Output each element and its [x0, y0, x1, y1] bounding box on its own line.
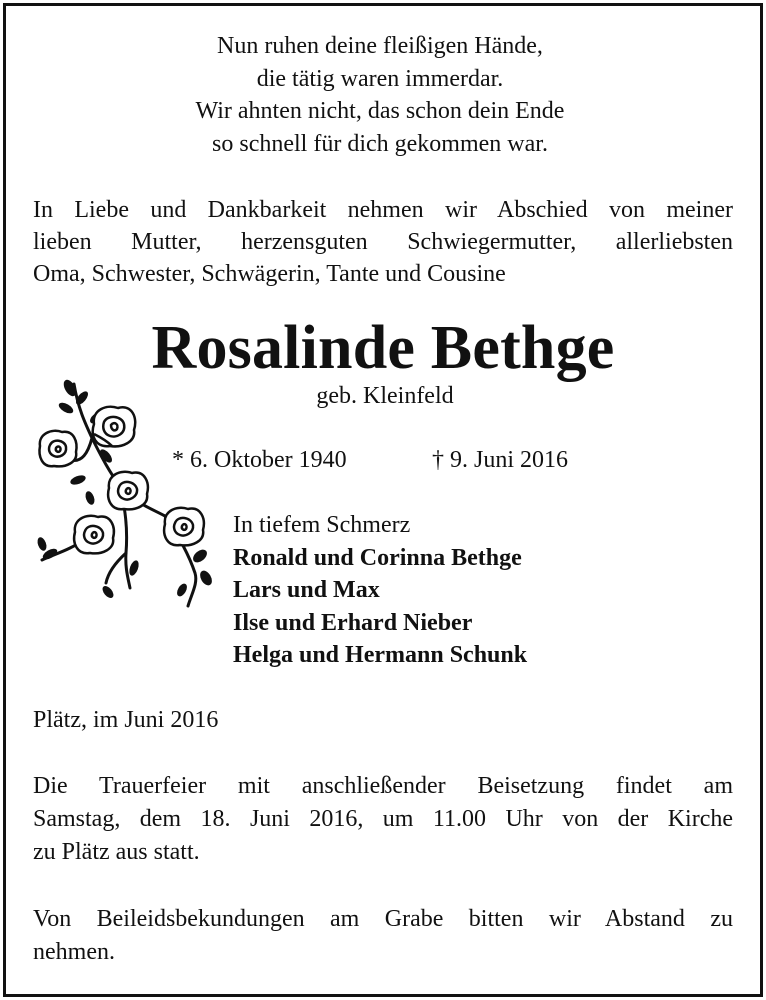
intro-line: Oma, Schwester, Schwägerin, Tante und Cousine	[33, 261, 506, 287]
mourner-family: Lars und Max	[233, 577, 380, 603]
poem-line: die tätig waren immerdar.	[256, 65, 504, 92]
rose-branch-icon	[30, 378, 220, 613]
condolence-line: Von Beileidsbekundungen am Grabe bitten wir Abstand zu	[33, 906, 733, 932]
mourners-list	[233, 509, 527, 672]
poem-line: Nun ruhen deine fleißigen Hände,	[217, 33, 543, 59]
farewell-intro	[33, 194, 733, 290]
poem-line: Wir ahnten nicht, das schon dein Ende	[195, 98, 565, 124]
mourners-lead: In tiefem Schmerz	[233, 512, 411, 538]
poem-line: so schnell für dich gekommen war.	[212, 130, 548, 157]
funeral-line: Die Trauerfeier mit anschließender Beisetzung findet am	[33, 773, 733, 799]
intro-line: lieben Mutter, herzensguten Schwiegermutter, allerliebsten	[33, 229, 733, 255]
memorial-poem	[0, 30, 760, 160]
intro-line: In Liebe und Dankbarkeit nehmen wir Abschied von meiner	[33, 197, 733, 223]
deceased-name: Rosalinde Bethge	[151, 314, 615, 382]
maiden-name: geb. Kleinfeld	[316, 383, 454, 409]
mourner-family: Ronald und Corinna Bethge	[233, 544, 522, 571]
mourner-family: Ilse und Erhard Nieber	[233, 609, 473, 636]
condolence-notice	[33, 903, 733, 969]
condolence-line: nehmen.	[33, 939, 115, 965]
birth-date: * 6. Oktober 1940	[172, 447, 347, 473]
funeral-line: Samstag, dem 18. Juni 2016, um 11.00 Uhr von der Kirche	[33, 806, 733, 832]
funeral-line: zu Plätz aus statt.	[33, 839, 200, 865]
funeral-notice	[33, 770, 733, 869]
death-date: † 9. Juni 2016	[432, 447, 569, 473]
place-date: Plätz, im Juni 2016	[33, 707, 219, 733]
mourner-family: Helga und Hermann Schunk	[233, 642, 528, 668]
